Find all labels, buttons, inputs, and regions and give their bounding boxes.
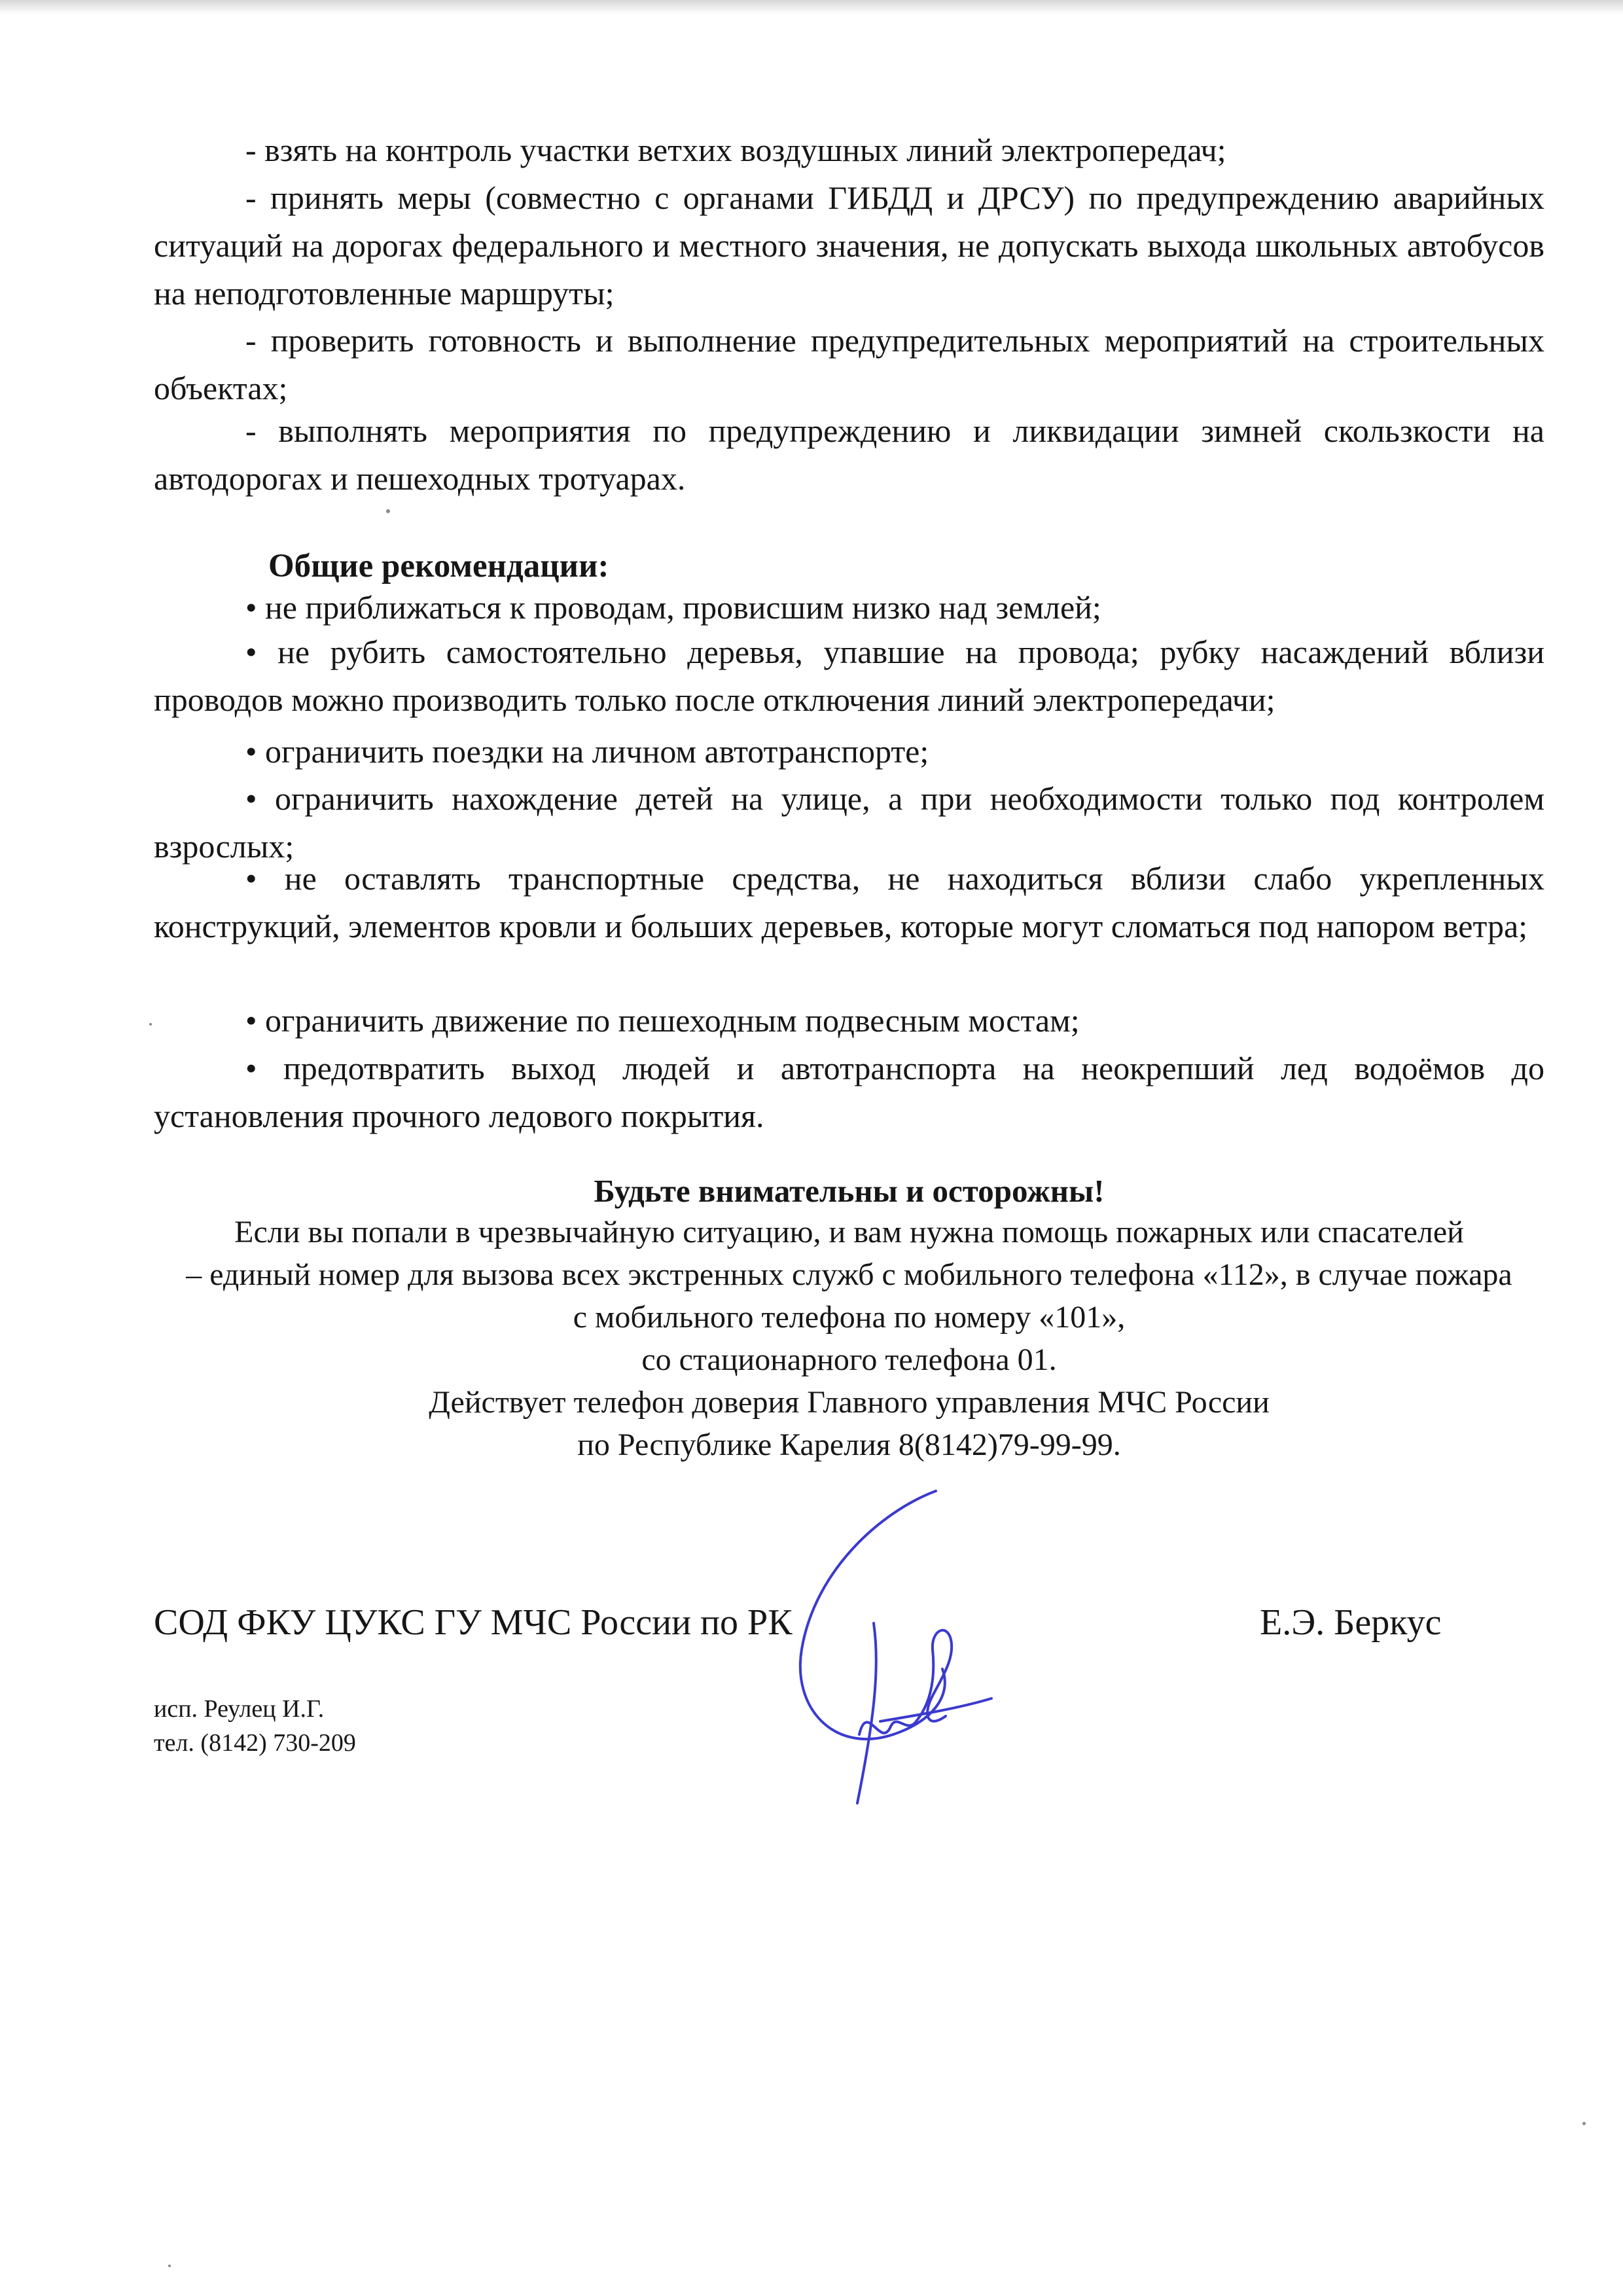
executor-phone: тел. (8142) 730-209 [154,1729,356,1757]
recommendation-item-7: • предотвратить выход людей и автотранспорта на неокрепший лед водоёмов до установления прочного ледового покрытия. [154,1050,1544,1134]
recommendation-item-1: • не приближаться к проводам, провисшим низко над землей; [245,589,1101,626]
handwritten-signature [776,1486,1011,1813]
recommendation-item-3: • ограничить поездки на личном автотранспорте; [245,733,929,770]
organization-name: СОД ФКУ ЦУКС ГУ МЧС России по РК [154,1602,793,1643]
executor-name: исп. Реулец И.Г. [154,1695,325,1723]
signer-name: Е.Э. Беркус [1260,1602,1442,1643]
recommendation-item-2: • не рубить самостоятельно деревья, упавшие на провода; рубку насаждений вблизи проводов можно производить только после отключения линий электропередачи; [154,634,1544,718]
notice-line-5: Действует телефон доверия Главного управления МЧС России [429,1385,1270,1420]
measure-item-3: - проверить готовность и выполнение предупредительных мероприятий на строительных объектах; [154,322,1544,406]
scan-speck [386,509,390,513]
notice-title: Будьте внимательны и осторожны! [594,1173,1105,1209]
scan-speck [149,1023,152,1026]
measure-item-2: - принять меры (совместно с органами ГИБДД и ДРСУ) по предупреждению аварийных ситуаций на дорогах федерального и местного значения, не допускать выхода школьных автобусов на неподготовленные маршруты; [154,179,1544,312]
notice-line-2: – единый номер для вызова всех экстренных служб с мобильного телефона «112», в случае пожара [186,1257,1512,1292]
recommendation-item-5: • не оставлять транспортные средства, не находиться вблизи слабо укрепленных конструкций, элементов кровли и больших деревьев, которые могут сломаться под напором ветра; [154,860,1544,944]
scan-speck [168,2265,171,2267]
recommendations-heading: Общие рекомендации: [268,548,609,584]
notice-line-3: с мобильного телефона по номеру «101», [573,1300,1126,1335]
measure-item-1: - взять на контроль участки ветхих воздушных линий электропередач; [245,132,1226,168]
notice-line-6: по Республике Карелия 8(8142)79-99-99. [577,1427,1121,1462]
recommendation-item-4: • ограничить нахождение детей на улице, а при необходимости только под контролем взрослых; [154,780,1544,865]
scan-speck [1582,2122,1586,2125]
notice-line-4: со стационарного телефона 01. [641,1342,1057,1377]
measure-item-4: - выполнять мероприятия по предупреждению и ликвидации зимней скользкости на автодорогах и пешеходных тротуарах. [154,412,1544,497]
scan-edge [0,0,1623,14]
recommendation-item-6: • ограничить движение по пешеходным подвесным мостам; [245,1002,1080,1039]
notice-line-1: Если вы попали в чрезвычайную ситуацию, и вам нужна помощь пожарных или спасателей [234,1215,1464,1249]
